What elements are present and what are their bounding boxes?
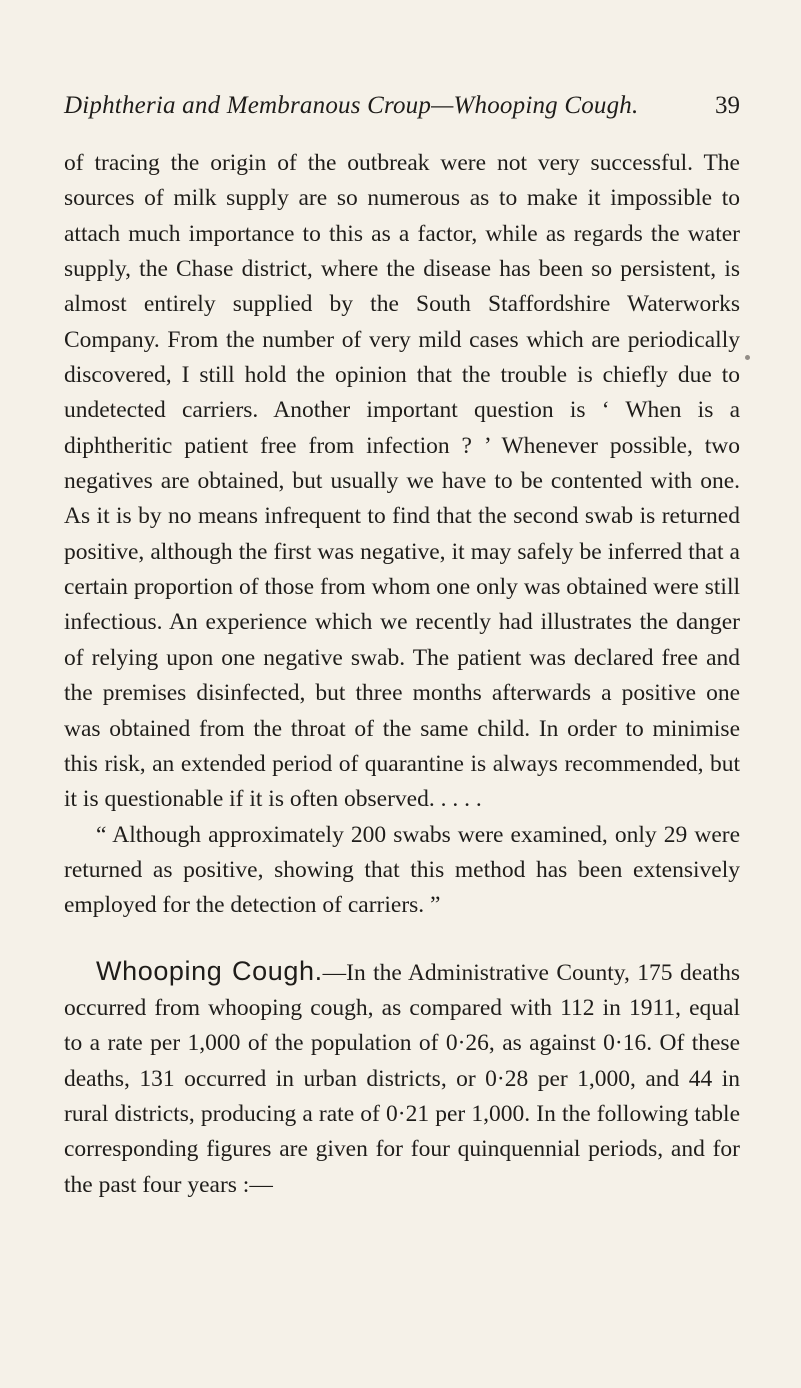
quoted-paragraph: “ Although approximately 200 swabs were examined, only 29 were returned as positive, showing that this method has been extensively employed for the detection of carriers. ” <box>64 821 740 919</box>
running-head <box>64 92 740 126</box>
ink-dot <box>745 355 750 360</box>
section-heading: Whooping Cough. <box>96 955 323 986</box>
page-number: 39 <box>715 92 740 119</box>
running-title: Diphtheria and Membranous Croup—Whooping Cough. <box>64 92 639 119</box>
section-text: —In the Administrative County, 175 deaths occurred from whooping cough, as compared with 112 in 1911, equal to a rate per 1,000 of the population of 0·26, as against 0·16. Of these deaths, 131 occurred in urban districts, or 0·28 per 1,000, and 44 in rural districts, producing a rate of 0·21 per 1,000. In the following table corresponding figures are given for four quinquennial periods, and for the past four years :— <box>64 959 740 1198</box>
main-text <box>64 146 740 1203</box>
body-paragraph-1: of tracing the origin of the outbreak were not very successful. The sources of milk supply are so numerous as to make it impossible to attach much importance to this as a factor, while as regards the water supply, the Chase district, where the disease has been so persistent, is almost entirely supplied by the South Staffordshire Waterworks Company. From the number of very mild cases which are periodically discovered, I still hold the opinion that the trouble is chiefly due to undetected carriers. Another important question is ‘ When is a diphtheritic patient free from infection ? ’ Whenever possible, two negatives are obtained, but usually we have to be contented with one. As it is by no means infrequent to find that the second swab is returned positive, although the first was negative, it may safely be inferred that a certain proportion of those from whom one only was obtained were still infectious. An experience which we recently had illustrates the danger of relying upon one negative swab. The patient was declared free and the premises disinfected, but three months afterwards a positive one was obtained from the throat of the same child. In order to minimise this risk, an extended period of quarantine is always recommended, but it is questionable if it is often observed. . . . . <box>64 150 740 813</box>
whooping-cough-section <box>64 954 740 1203</box>
